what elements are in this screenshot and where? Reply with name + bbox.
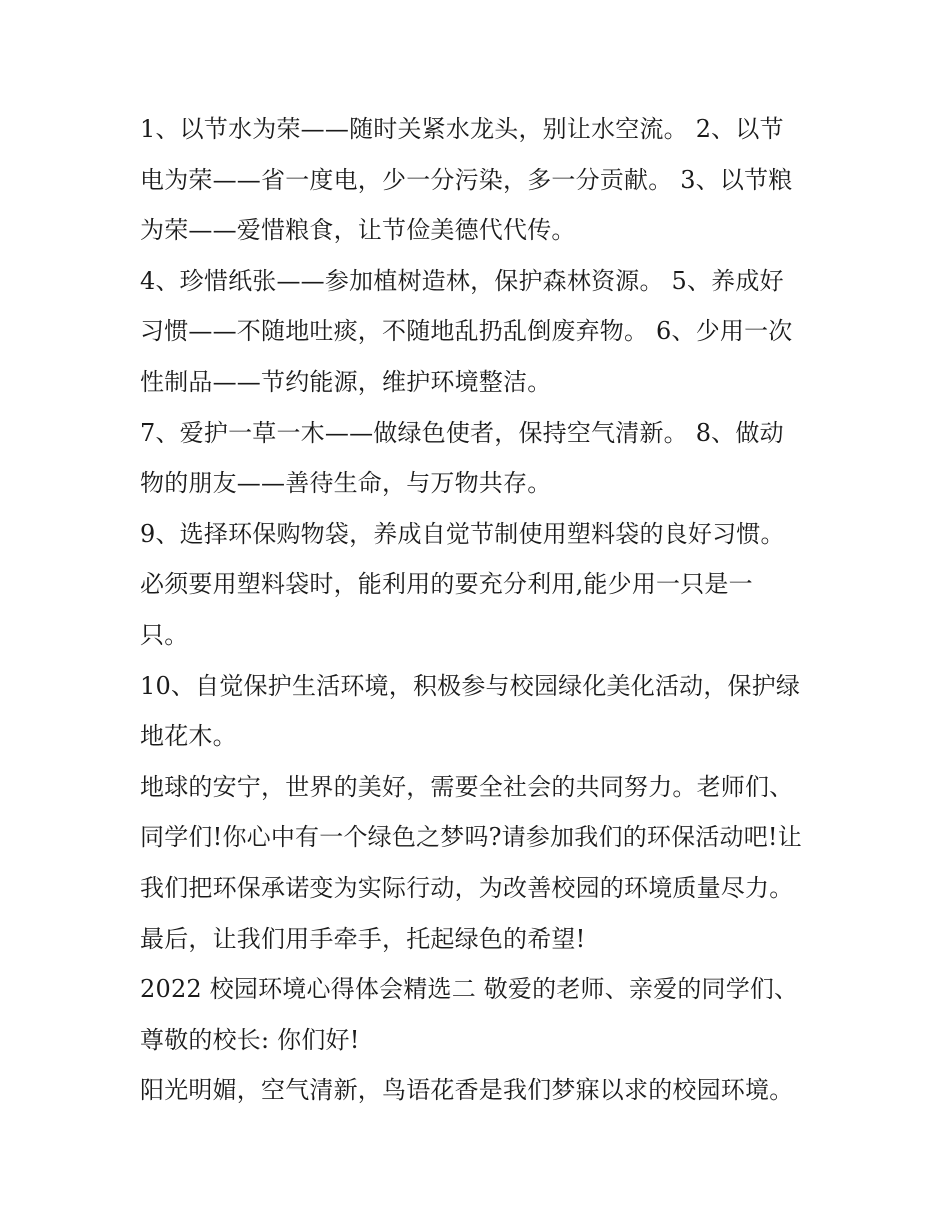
text-line: 同学们!你心中有一个绿色之梦吗?请参加我们的环保活动吧!让 <box>140 823 802 852</box>
text-line: 性制品——节约能源，维护环境整洁。 <box>140 367 552 396</box>
text-line: 尊敬的校长: 你们好! <box>140 1025 360 1054</box>
text-line: 必须要用塑料袋时，能利用的要充分利用,能少用一只是一 <box>140 570 753 599</box>
text-line: 地球的安宁，世界的美好，需要全社会的共同努力。老师们、 <box>140 772 794 801</box>
text-line: 物的朋友——善待生命，与万物共存。 <box>140 469 552 498</box>
text-line: 10、自觉保护生活环境，积极参与校园绿化美化活动，保护绿 <box>140 671 801 700</box>
text-line: 电为荣——省一度电，少一分污染，多一分贡献。 3、以节粮 <box>140 165 793 194</box>
text-line: 4、珍惜纸张——参加植树造林，保护森林资源。 5、养成好 <box>140 266 784 295</box>
text-line: 9、选择环保购物袋，养成自觉节制使用塑料袋的良好习惯。 <box>140 519 785 548</box>
text-line: 最后，让我们用手牵手，托起绿色的希望! <box>140 924 586 953</box>
document-body <box>140 104 820 1116</box>
text-line: 只。 <box>140 620 189 649</box>
text-line: 2022 校园环境心得体会精选二 敬爱的老师、亲爱的同学们、 <box>140 975 799 1004</box>
text-line: 1、以节水为荣——随时关紧水龙头，别让水空流。 2、以节 <box>140 115 784 143</box>
text-line: 习惯——不随地吐痰，不随地乱扔乱倒废弃物。 6、少用一次 <box>140 317 793 346</box>
text-line: 为荣——爱惜粮食，让节俭美德代代传。 <box>140 216 576 245</box>
text-line: 阳光明媚，空气清新，鸟语花香是我们梦寐以求的校园环境。 <box>140 1076 794 1105</box>
text-line: 地花木。 <box>140 722 237 751</box>
text-line: 7、爱护一草一木——做绿色使者，保持空气清新。 8、做动 <box>140 418 784 447</box>
text-line: 我们把环保承诺变为实际行动，为改善校园的环境质量尽力。 <box>140 873 794 902</box>
